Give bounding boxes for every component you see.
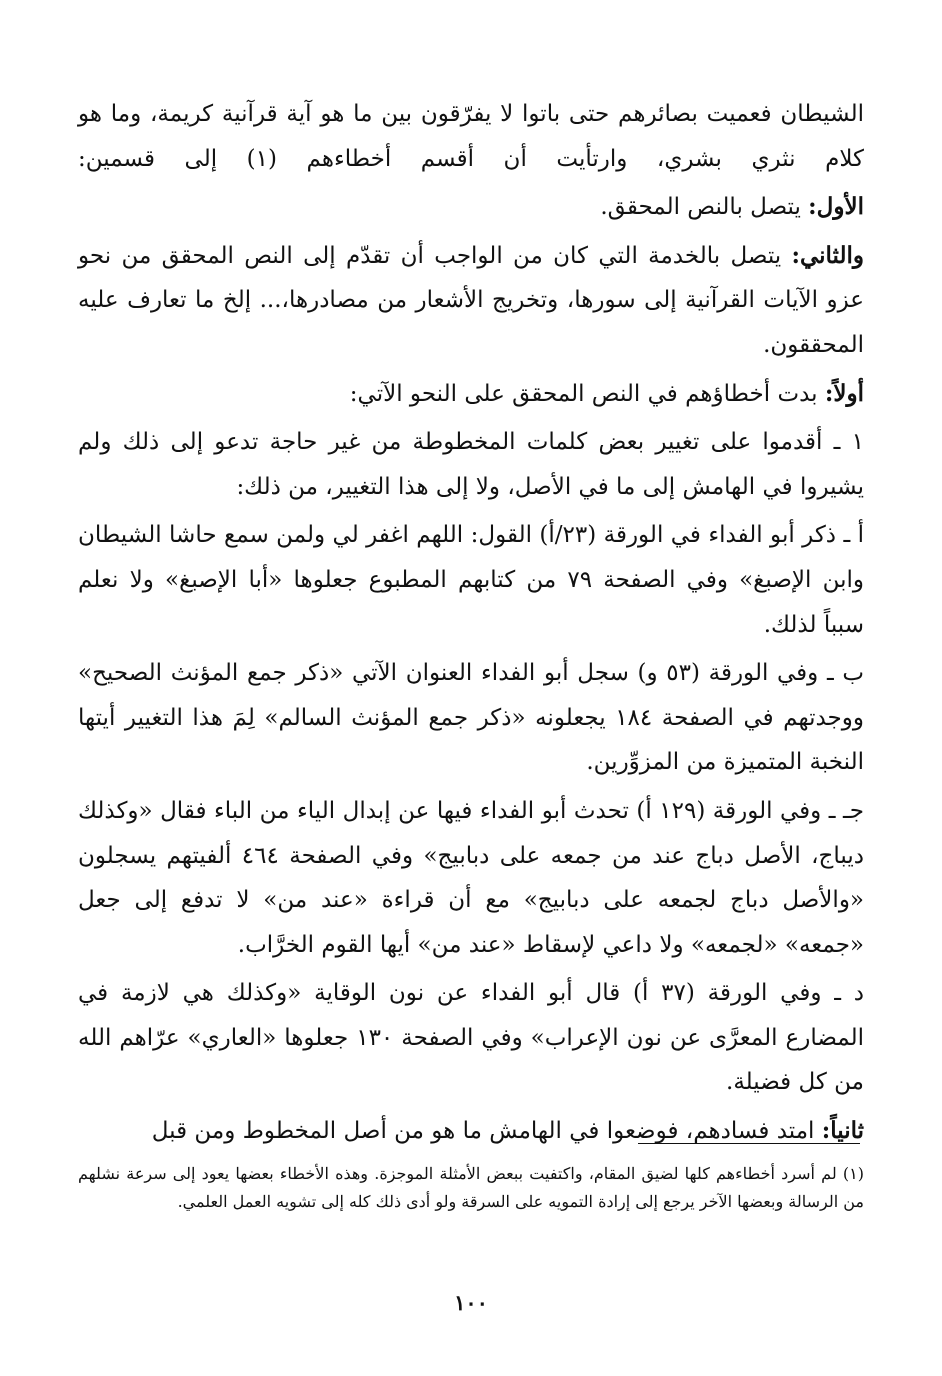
- paragraph-point-1: [78, 420, 864, 509]
- paragraph-lead: أولاً:: [824, 379, 864, 407]
- paragraph-first-heading: [78, 372, 864, 417]
- footnote-separator: [638, 1143, 860, 1144]
- page-number: ١٠٠: [454, 1290, 488, 1315]
- paragraph-text: الشيطان فعميت بصائرهم حتى باتوا لا يفرّقون بين ما هو آية قرآنية كريمة، وما هو كلام نثري بشري، وارتأيت أن أقسم أخطاءهم (١) إلى قسمين:: [78, 101, 864, 172]
- paragraph-lead: ثانياً:: [821, 1117, 864, 1145]
- paragraph-point-a: [78, 513, 864, 647]
- paragraph-point-c: [78, 789, 864, 967]
- footnote-text: لم أسرد أخطاءهم كلها لضيق المقام، واكتفيت ببعض الأمثلة الموجزة. وهذه الأخطاء بعضها يعود إلى سرعة نشلهم من الرسالة وبعضها الآخر يرجع إلى إرادة التمويه على السرقة ولو أدى ذلك كله إلى تشويه العمل العلمي.: [78, 1164, 864, 1211]
- main-text: [78, 92, 864, 1158]
- paragraph-text: يتصل بالنص المحقق.: [600, 194, 809, 221]
- paragraph-text: أ ـ ذكر أبو الفداء في الورقة (٢٣/أ) القول: اللهم اغفر لي ولمن سمع حاشا الشيطان وابن الإصبغ» وفي الصفحة ٧٩ من كتابهم المطبوع جعلوها «أبا الإصبغ» ولا نعلم سبباً لذلك.: [78, 522, 864, 638]
- paragraph-second-heading: [78, 1109, 864, 1154]
- paragraph-text: ١ ـ أقدموا على تغيير بعض كلمات المخطوطة من غير حاجة تدعو إلى ذلك ولم يشيروا في الهامش إلى ما في الأصل، ولا إلى هذا التغيير، من ذلك:: [78, 429, 864, 500]
- footnote: [78, 1160, 864, 1216]
- footnote-number: (١): [842, 1164, 864, 1183]
- paragraph-first-section: [78, 185, 864, 230]
- paragraph-text: د ـ وفي الورقة (٣٧ أ) قال أبو الفداء عن نون الوقاية «وكذلك هي لازمة في المضارع المعرَّى عن نون الإعراب» وفي الصفحة ١٣٠ جعلوها «العاري» عرّاهم الله من كل فضيلة.: [78, 980, 864, 1096]
- paragraph-intro: [78, 92, 864, 181]
- paragraph-lead: والثاني:: [791, 241, 864, 269]
- paragraph-point-b: [78, 651, 864, 785]
- paragraph-text: جـ ـ وفي الورقة (١٢٩ أ) تحدث أبو الفداء فيها عن إبدال الياء من الباء فقال «وكذلك ديباج، الأصل دباج عند من جمعه على دبابيج» وفي الصفحة ٤٦٤ ألفيتهم يسجلون «والأصل دباج لجمعه على دبابيج» مع أن قراءة «عند من» لا تدفع إلى جعل «جمعه» «لجمعه» ولا داعي لإسقاط «عند من» أيها القوم الخرَّاب.: [78, 797, 864, 958]
- paragraph-lead: الأول:: [808, 193, 864, 221]
- paragraph-second-section: [78, 234, 864, 368]
- paragraph-text: بدت أخطاؤهم في النص المحقق على النحو الآتي:: [349, 380, 825, 407]
- paragraph-text: امتد فسادهم، فوضعوا في الهامش ما هو من أصل المخطوط ومن قبل: [151, 1118, 822, 1145]
- paragraph-point-d: [78, 971, 864, 1105]
- paragraph-text: يتصل بالخدمة التي كان من الواجب أن تقدّم إلى النص المحقق من نحو عزو الآيات القرآنية إلى سورها، وتخريج الأشعار من مصادرها،... إلخ ما تعارف عليه المحققون.: [78, 242, 864, 358]
- paragraph-text: ب ـ وفي الورقة (٥٣ و) سجل أبو الفداء العنوان الآتي «ذكر جمع المؤنث الصحيح» ووجدتهم في الصفحة ١٨٤ يجعلونه «ذكر جمع المؤنث السالم» لِمَ هذا التغيير أيتها النخبة المتميزة من المزوِّرين.: [78, 660, 864, 776]
